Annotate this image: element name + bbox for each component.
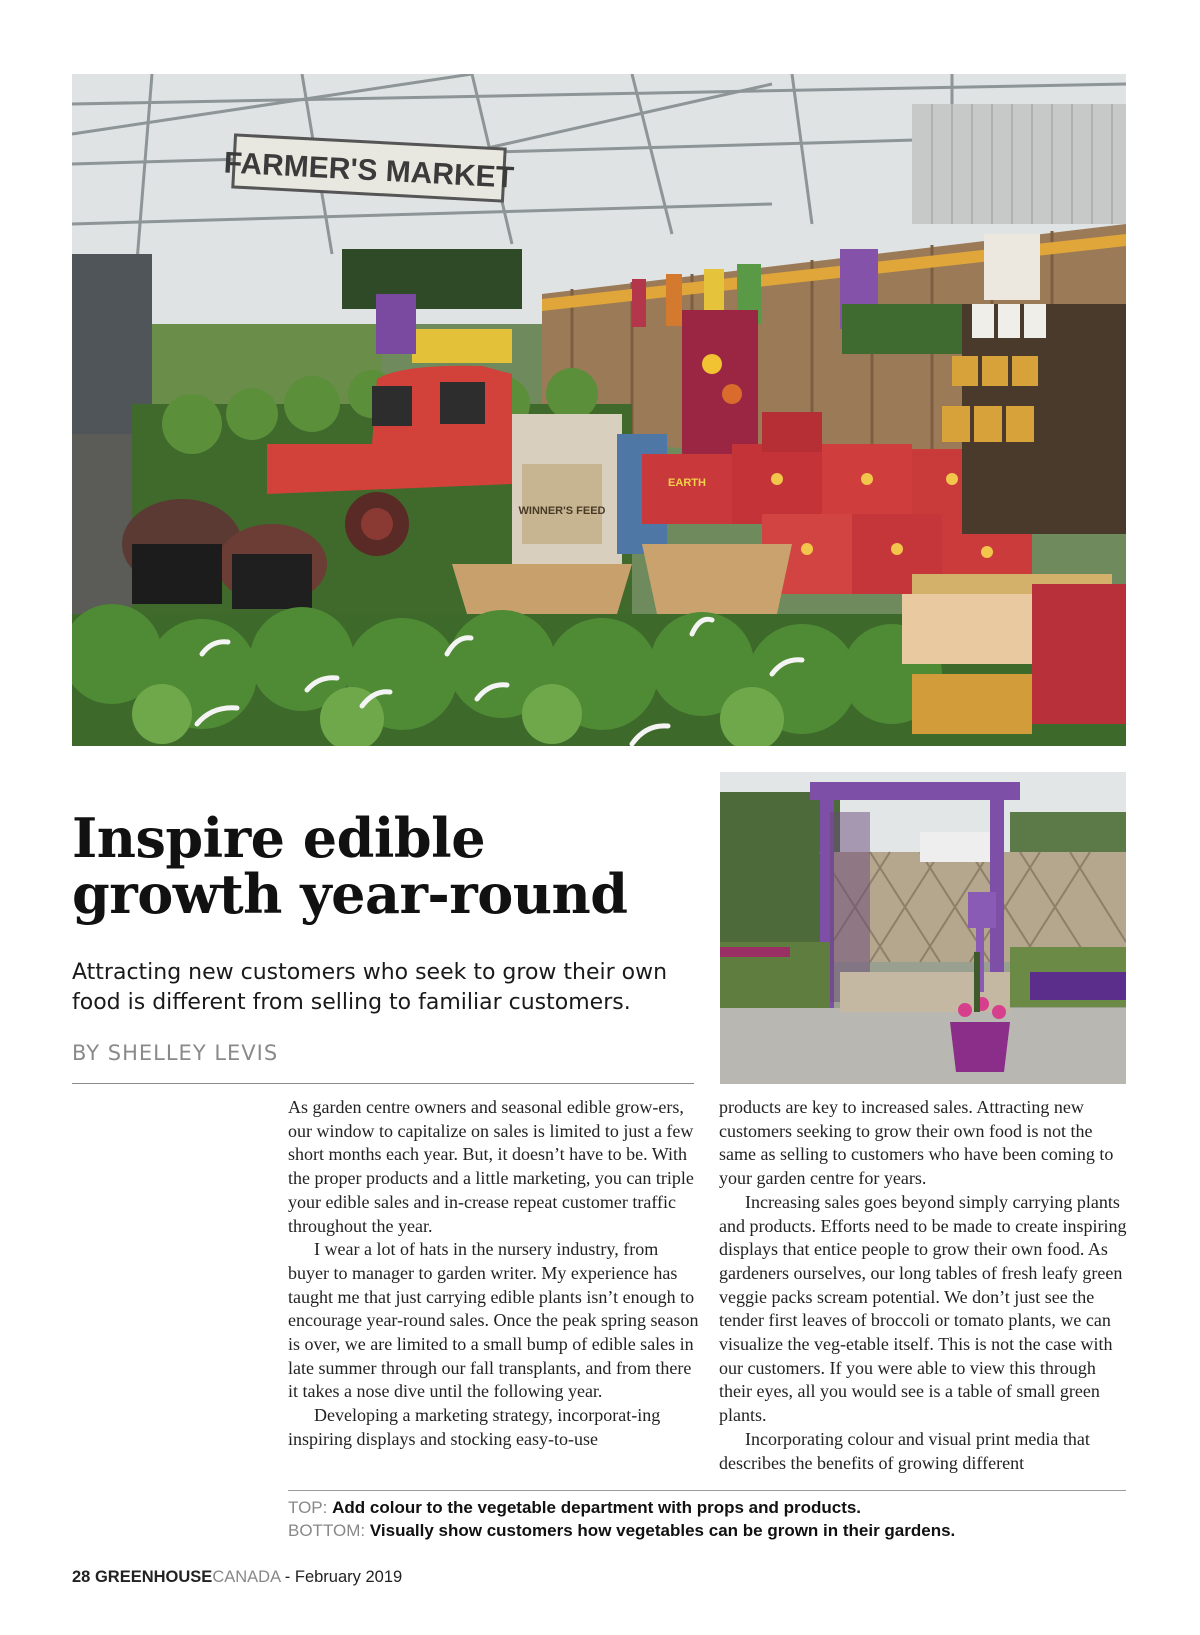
caption-bottom: [288, 1519, 1126, 1542]
body-column-2: [719, 1096, 1131, 1475]
body-paragraph: As garden centre owners and seasonal edible grow-ers, our window to capitalize on sales is limited to just a few short months each year. But, it doesn’t have to be. With the proper products and a little marketing, you can triple your edible sales and in-crease repeat customer traffic throughout the year.: [288, 1097, 694, 1236]
body-paragraph: Increasing sales goes beyond simply carrying plants and products. Efforts need to be made to create inspiring displays that entice people to grow their own food. As gardeners ourselves, our long tables of fresh leafy green veggie packs scream potential. We don’t just see the tender first leaves of broccoli or tomato plants, we can visualize the veg-etable itself. This is not the case with our customers. If you were able to view this through their eyes, all you would see is a table of small green plants.: [719, 1191, 1127, 1426]
page-number: 28: [72, 1568, 91, 1586]
crate-label: EARTH: [668, 477, 706, 489]
side-photo-garden-arbor: [720, 772, 1126, 1084]
magazine-name-light: CANADA: [212, 1568, 281, 1586]
magazine-name-bold: GREENHOUSE: [94, 1568, 213, 1586]
byline-divider: [72, 1083, 694, 1084]
caption-bottom-text: Visually show customers how vegetables can be grown in their gardens.: [369, 1521, 956, 1540]
headline-line-2: growth year-round: [72, 862, 628, 926]
issue-date: February 2019: [294, 1568, 403, 1586]
caption-top-text: Add colour to the vegetable department with props and products.: [332, 1498, 862, 1517]
page-footer: [72, 1568, 402, 1587]
caption-top: [288, 1496, 1126, 1519]
body-paragraph: I wear a lot of hats in the nursery industry, from buyer to manager to garden writer. My experience has taught me that just carrying edible plants isn’t enough to encourage year-round sales. Once the peak spring season is over, we are limited to a small bump of edible sales in late summer through our fall transplants, and from there it takes a nose dive until the following year.: [288, 1239, 699, 1402]
body-paragraph: products are key to increased sales. Attracting new customers seeking to grow their own food is not the same as selling to customers who have been coming to your garden centre for years.: [719, 1097, 1114, 1189]
caption-top-label: TOP:: [288, 1498, 328, 1517]
body-paragraph: Developing a marketing strategy, incorporat-ing inspiring displays and stocking easy-to-use: [288, 1405, 661, 1449]
byline: BY SHELLEY LEVIS: [72, 1041, 279, 1065]
caption-divider: [288, 1490, 1126, 1491]
caption-bottom-label: BOTTOM:: [288, 1521, 366, 1540]
farmers-market-sign: FARMER'S MARKET: [222, 146, 515, 195]
feed-bag-label: WINNER'S FEED: [518, 505, 606, 517]
article-headline: [72, 806, 692, 926]
photo-caption: [288, 1496, 1126, 1542]
top-photo-farmers-market: [72, 74, 1126, 746]
headline-line-1: Inspire edible: [72, 806, 486, 870]
body-column-1: [288, 1096, 700, 1452]
article-dek: Attracting new customers who seek to grow their own food is different from selling to familiar customers.: [72, 960, 668, 1015]
body-paragraph: Incorporating colour and visual print media that describes the benefits of growing different: [719, 1428, 1090, 1473]
footer-separator: -: [284, 1568, 291, 1586]
